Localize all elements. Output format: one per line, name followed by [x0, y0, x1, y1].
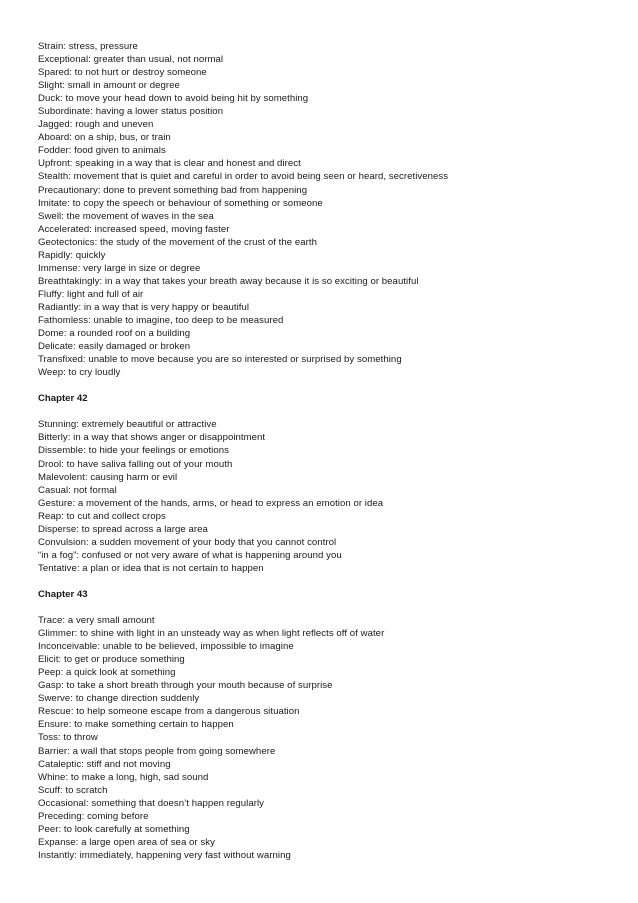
vocab-entry: Geotectonics: the study of the movement of the crust of the earth: [38, 236, 317, 248]
vocab-entry: Convulsion: a sudden movement of your body that you cannot control: [38, 536, 337, 548]
vocab-entry: Dome: a rounded roof on a building: [38, 328, 191, 340]
vocab-entry: Expanse: a large open area of sea or sky: [38, 836, 215, 848]
vocab-entry: Stealth: movement that is quiet and careful in order to avoid being seen or heard, secretiveness: [38, 171, 449, 183]
vocab-entry: Reap: to cut and collect crops: [38, 510, 166, 522]
chapter-43-list: [38, 614, 608, 862]
vocab-entry: Precautionary: done to prevent something bad from happening: [38, 184, 308, 196]
vocabulary-list-section-1: [38, 40, 608, 379]
vocab-entry: Transfixed: unable to move because you are so interested or surprised by something: [38, 354, 402, 366]
vocab-entry: Stunning: extremely beautiful or attractive: [38, 419, 217, 431]
vocab-entry: Spared: to not hurt or destroy someone: [38, 67, 207, 79]
vocab-entry: Fathomless: unable to imagine, too deep to be measured: [38, 314, 284, 326]
vocab-entry: Casual: not formal: [38, 484, 117, 496]
vocab-entry: Swell: the movement of waves in the sea: [38, 210, 214, 222]
vocab-entry: Duck: to move your head down to avoid being hit by something: [38, 93, 309, 105]
vocab-entry: Slight: small in amount or degree: [38, 80, 180, 92]
vocab-entry: Occasional: something that doesn’t happen regularly: [38, 797, 265, 809]
vocab-entry: Bitterly: in a way that shows anger or disappointment: [38, 432, 266, 444]
vocab-entry: Immense: very large in size or degree: [38, 262, 201, 274]
vocab-entry: Swerve: to change direction suddenly: [38, 693, 200, 705]
vocab-entry: Aboard: on a ship, bus, or train: [38, 132, 171, 144]
vocab-entry: Tentative: a plan or idea that is not certain to happen: [38, 562, 264, 574]
vocab-entry: Peer: to look carefully at something: [38, 823, 190, 835]
vocab-entry: Gasp: to take a short breath through your mouth because of surprise: [38, 680, 333, 692]
vocab-entry: Scuff: to scratch: [38, 784, 108, 796]
vocab-entry: Glimmer: to shine with light in an unsteady way as when light reflects off of water: [38, 628, 385, 640]
vocab-entry: Dissemble: to hide your feelings or emotions: [38, 445, 229, 457]
chapter-42-list: [38, 418, 608, 575]
vocab-entry: Accelerated: increased speed, moving faster: [38, 223, 230, 235]
vocab-entry: Instantly: immediately, happening very fast without warning: [38, 849, 291, 861]
vocab-entry: Subordinate: having a lower status position: [38, 106, 224, 118]
vocab-entry: Toss: to throw: [38, 732, 98, 744]
vocab-entry: Barrier: a wall that stops people from going somewhere: [38, 745, 276, 757]
vocab-entry: Exceptional: greater than usual, not normal: [38, 54, 224, 66]
vocab-entry: Jagged: rough and uneven: [38, 119, 154, 131]
chapter-43-heading: Chapter 43: [38, 588, 88, 600]
vocab-entry: Upfront: speaking in a way that is clear and honest and direct: [38, 158, 301, 170]
vocab-entry: Rescue: to help someone escape from a dangerous situation: [38, 706, 300, 718]
vocab-entry: Inconceivable: unable to be believed, impossible to imagine: [38, 641, 294, 653]
vocab-entry: Rapidly: quickly: [38, 249, 106, 261]
vocab-entry: Drool: to have saliva falling out of your mouth: [38, 458, 233, 470]
vocab-entry: Strain: stress, pressure: [38, 41, 138, 52]
vocab-entry: Trace: a very small amount: [38, 615, 155, 627]
vocab-entry: Whine: to make a long, high, sad sound: [38, 771, 209, 783]
vocab-entry: Imitate: to copy the speech or behaviour of something or someone: [38, 197, 323, 209]
vocab-entry: Radiantly: in a way that is very happy or beautiful: [38, 301, 250, 313]
vocab-entry: Fodder: food given to animals: [38, 145, 166, 157]
vocab-entry: Gesture: a movement of the hands, arms, or head to express an emotion or idea: [38, 497, 384, 509]
vocab-entry: Elicit: to get or produce something: [38, 654, 185, 666]
vocab-entry: Ensure: to make something certain to happen: [38, 719, 234, 731]
vocab-entry: Delicate: easily damaged or broken: [38, 341, 191, 353]
vocab-entry: Disperse: to spread across a large area: [38, 523, 208, 535]
vocab-entry: “in a fog”: confused or not very aware of what is happening around you: [38, 549, 342, 561]
vocab-entry: Peep: a quick look at something: [38, 667, 176, 679]
vocab-entry: Cataleptic: stiff and not moving: [38, 758, 171, 770]
vocabulary-page: [38, 40, 608, 862]
vocab-entry: Breathtakingly: in a way that takes your breath away because it is so exciting or beautiful: [38, 275, 419, 287]
vocab-entry: Preceding: coming before: [38, 810, 149, 822]
vocab-entry: Weep: to cry loudly: [38, 367, 121, 379]
vocab-entry: Malevolent: causing harm or evil: [38, 471, 178, 483]
chapter-42-heading: Chapter 42: [38, 393, 88, 405]
vocab-entry: Fluffy: light and full of air: [38, 288, 144, 300]
